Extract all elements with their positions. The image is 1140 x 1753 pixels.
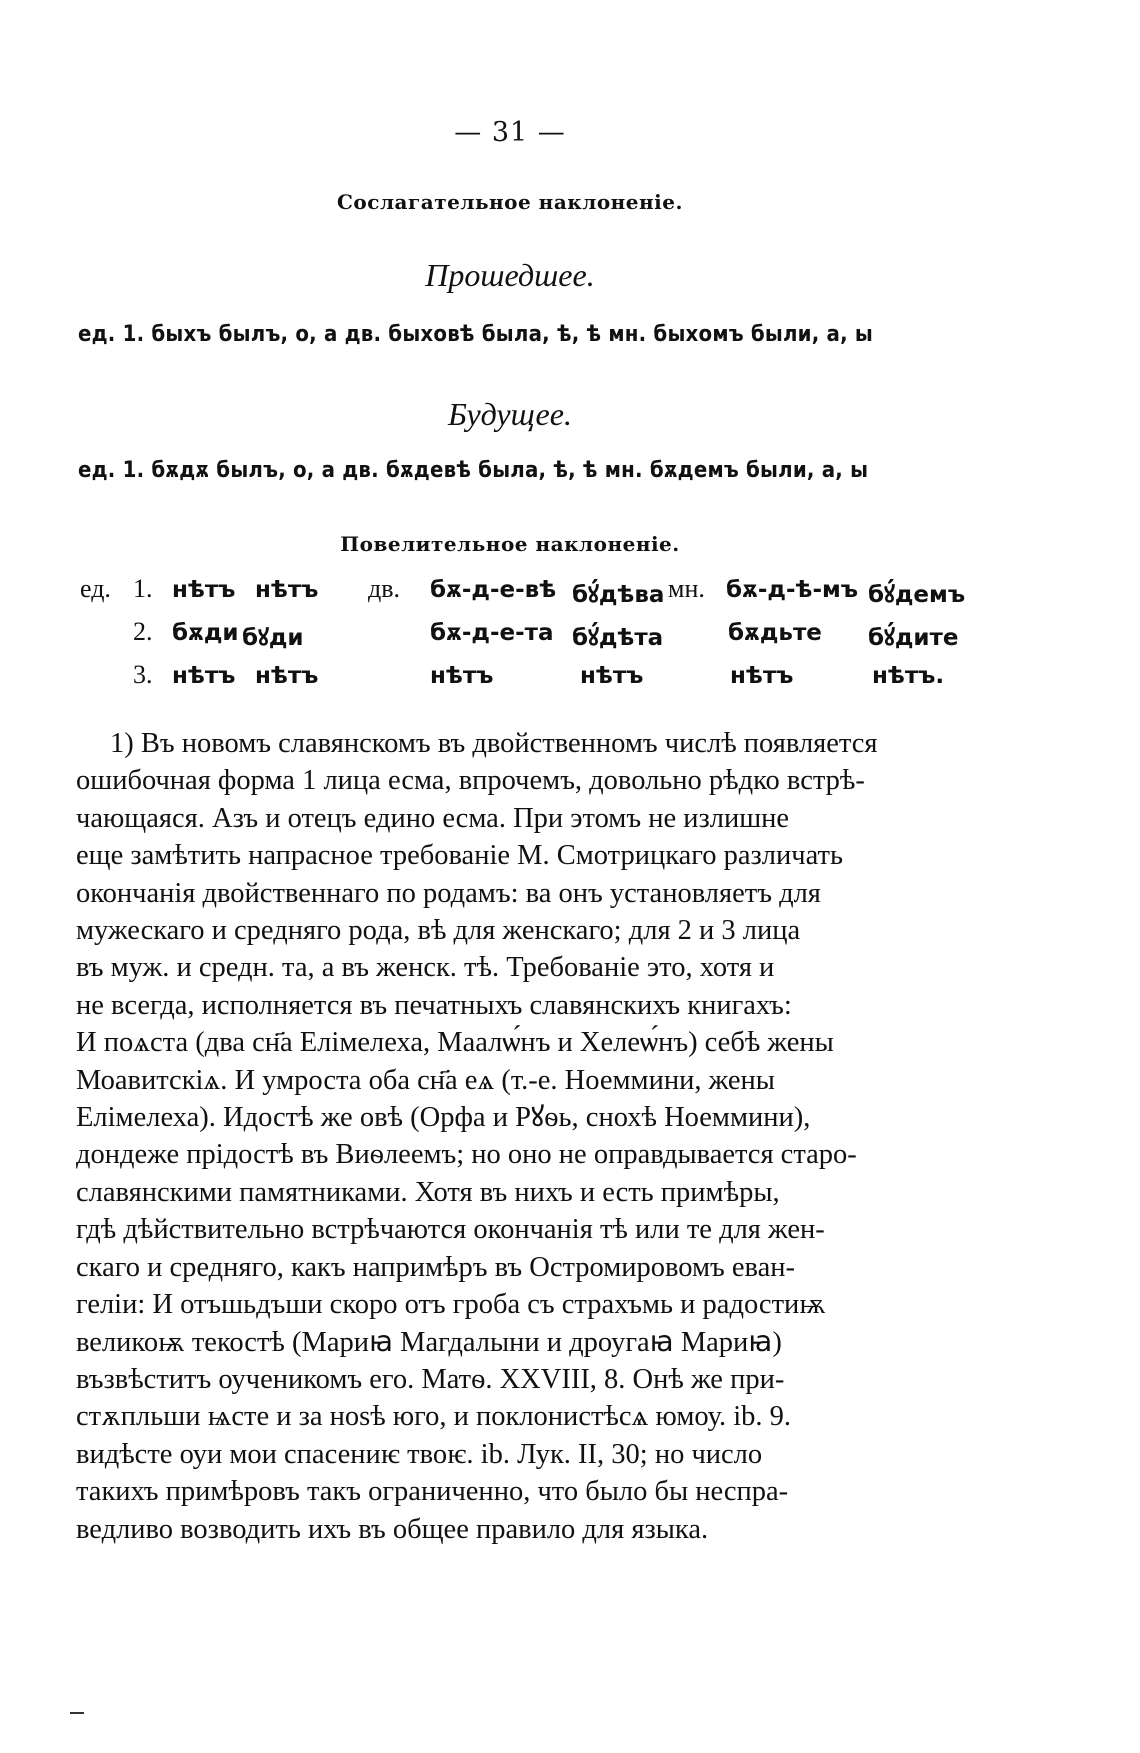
label-dual: дв. [368,574,401,603]
du-2-old: бѫ-д-е-та [430,620,554,646]
footnote-line: И поѧста (два сн҃а Елімелеха, Маалѡ́нъ и Хелеѡ́нъ) себѣ жены [76,1027,834,1059]
footnote-line: Моавитскіѧ. И умроста оба сн҃а еѧ (т.-е. Ноеммини, жены [76,1064,775,1096]
pl-2-new: бꙋ́дите [868,625,959,651]
footnote-line: мужескаго и средняго рода, вѣ для женскаго; для 2 и 3 лица [76,915,801,947]
du-3-old: нѣтъ [430,663,494,689]
sg-3-old: нѣтъ [172,663,236,689]
subjunctive-future-row: ед. 1. бѫдѫ былъ, о, а дв. бѫдевѣ была, ѣ, ѣ мн. бѫдемъ были, а, ы [78,458,869,483]
footnote-line: ошибочная форма 1 лица есма, впрочемъ, довольно рѣдко встрѣ- [76,765,865,797]
footnote-line: стѫпльши ѩсте и за ноѕѣ юго, и поклонистѣсѧ юмоу. ib. 9. [76,1401,792,1433]
page-number: — 31 — [454,117,566,148]
pl-1-new: бꙋ́демъ [868,582,966,608]
footnote-line: славянскими памятниками. Хотя въ нихъ и есть примѣры, [76,1176,780,1208]
sg-2-old: бѫди [172,620,239,646]
footnote-line: великоѭ текостѣ (Мариꙗ Магдалыни и дроугаꙗ Мариꙗ) [76,1326,782,1358]
du-1-new: бꙋ́дѣва [572,582,665,608]
footnote-line: въ муж. и средн. та, а въ женск. тѣ. Требованіе это, хотя и [76,952,775,984]
pl-3-old: нѣтъ [730,663,794,689]
subjunctive-past-row: ед. 1. быхъ былъ, о, а дв. быховѣ была, ѣ, ѣ мн. быхомъ были, а, ы [78,322,874,347]
sg-1-old: нѣтъ [172,577,236,603]
sg-2-new: бꙋди [242,625,304,651]
du-1-old: бѫ-д-е-вѣ [430,577,557,603]
footnote-line: такихъ примѣровъ такъ ограниченно, что было бы неспра- [76,1476,789,1508]
footnote-line: скаго и средняго, какъ напримѣръ въ Остромировомъ еван- [76,1251,796,1283]
footnote-line: 1) Въ новомъ славянскомъ въ двойственномъ числѣ появляется [110,728,878,759]
sg-1-new: нѣтъ [255,577,319,603]
person-1: 1. [133,574,153,603]
footnote-line: не всегда, исполняется въ печатныхъ славянскихъ книгахъ: [76,989,792,1021]
footnote-line: еще замѣтить напрасное требованіе М. Смотрицкаго различать [76,840,843,872]
pl-1-old: бѫ-д-ѣ-мъ [726,577,859,603]
margin-mark [70,1712,84,1714]
du-2-new: бꙋ́дѣта [572,625,664,651]
pl-3-new: нѣтъ. [872,663,945,689]
pl-2-old: бѫдьте [728,620,822,646]
footnote [76,725,956,1548]
heading-past: Прошедшее. [425,257,595,293]
label-plural: мн. [668,574,705,603]
person-3: 3. [133,660,153,689]
footnote-line: окончанія двойственнаго по родамъ: ва онъ установляетъ для [76,877,821,909]
footnote-line: видѣсте оуи мои спасениѥ твоѥ. ib. Лук. II, 30; но число [76,1438,763,1470]
footnote-line: чающаяся. Азъ и отецъ едино есма. При этомъ не излишне [76,802,790,834]
footnote-line: гдѣ дѣйствительно встрѣчаются окончанія тѣ или те для жен- [76,1214,825,1246]
heading-future: Будущее. [448,396,572,432]
du-3-new: нѣтъ [580,663,644,689]
heading-imperative: Повелительное наклоненіе. [340,532,680,556]
person-2: 2. [133,617,153,646]
footnote-line: възвѣститъ оученикомъ его. Матѳ. XXVIII, 8. Онѣ же при- [76,1363,785,1395]
footnote-line: ведливо возводить ихъ въ общее правило для языка. [76,1513,709,1545]
footnote-line: Елімелеха). Идостѣ же овѣ (Орфа и Рꙋѳь, снохѣ Ноеммини), [76,1102,811,1134]
heading-subjunctive: Сослагательное наклоненіе. [337,190,683,214]
footnote-line: геліи: И отъшьдъши скоро отъ гроба съ страхъмь и радостиѭ [76,1289,826,1321]
footnote-line: дондеже прідостѣ въ Виѳлеемъ; но оно не оправдывается старо- [76,1139,857,1171]
sg-3-new: нѣтъ [255,663,319,689]
label-singular: ед. [80,574,111,603]
